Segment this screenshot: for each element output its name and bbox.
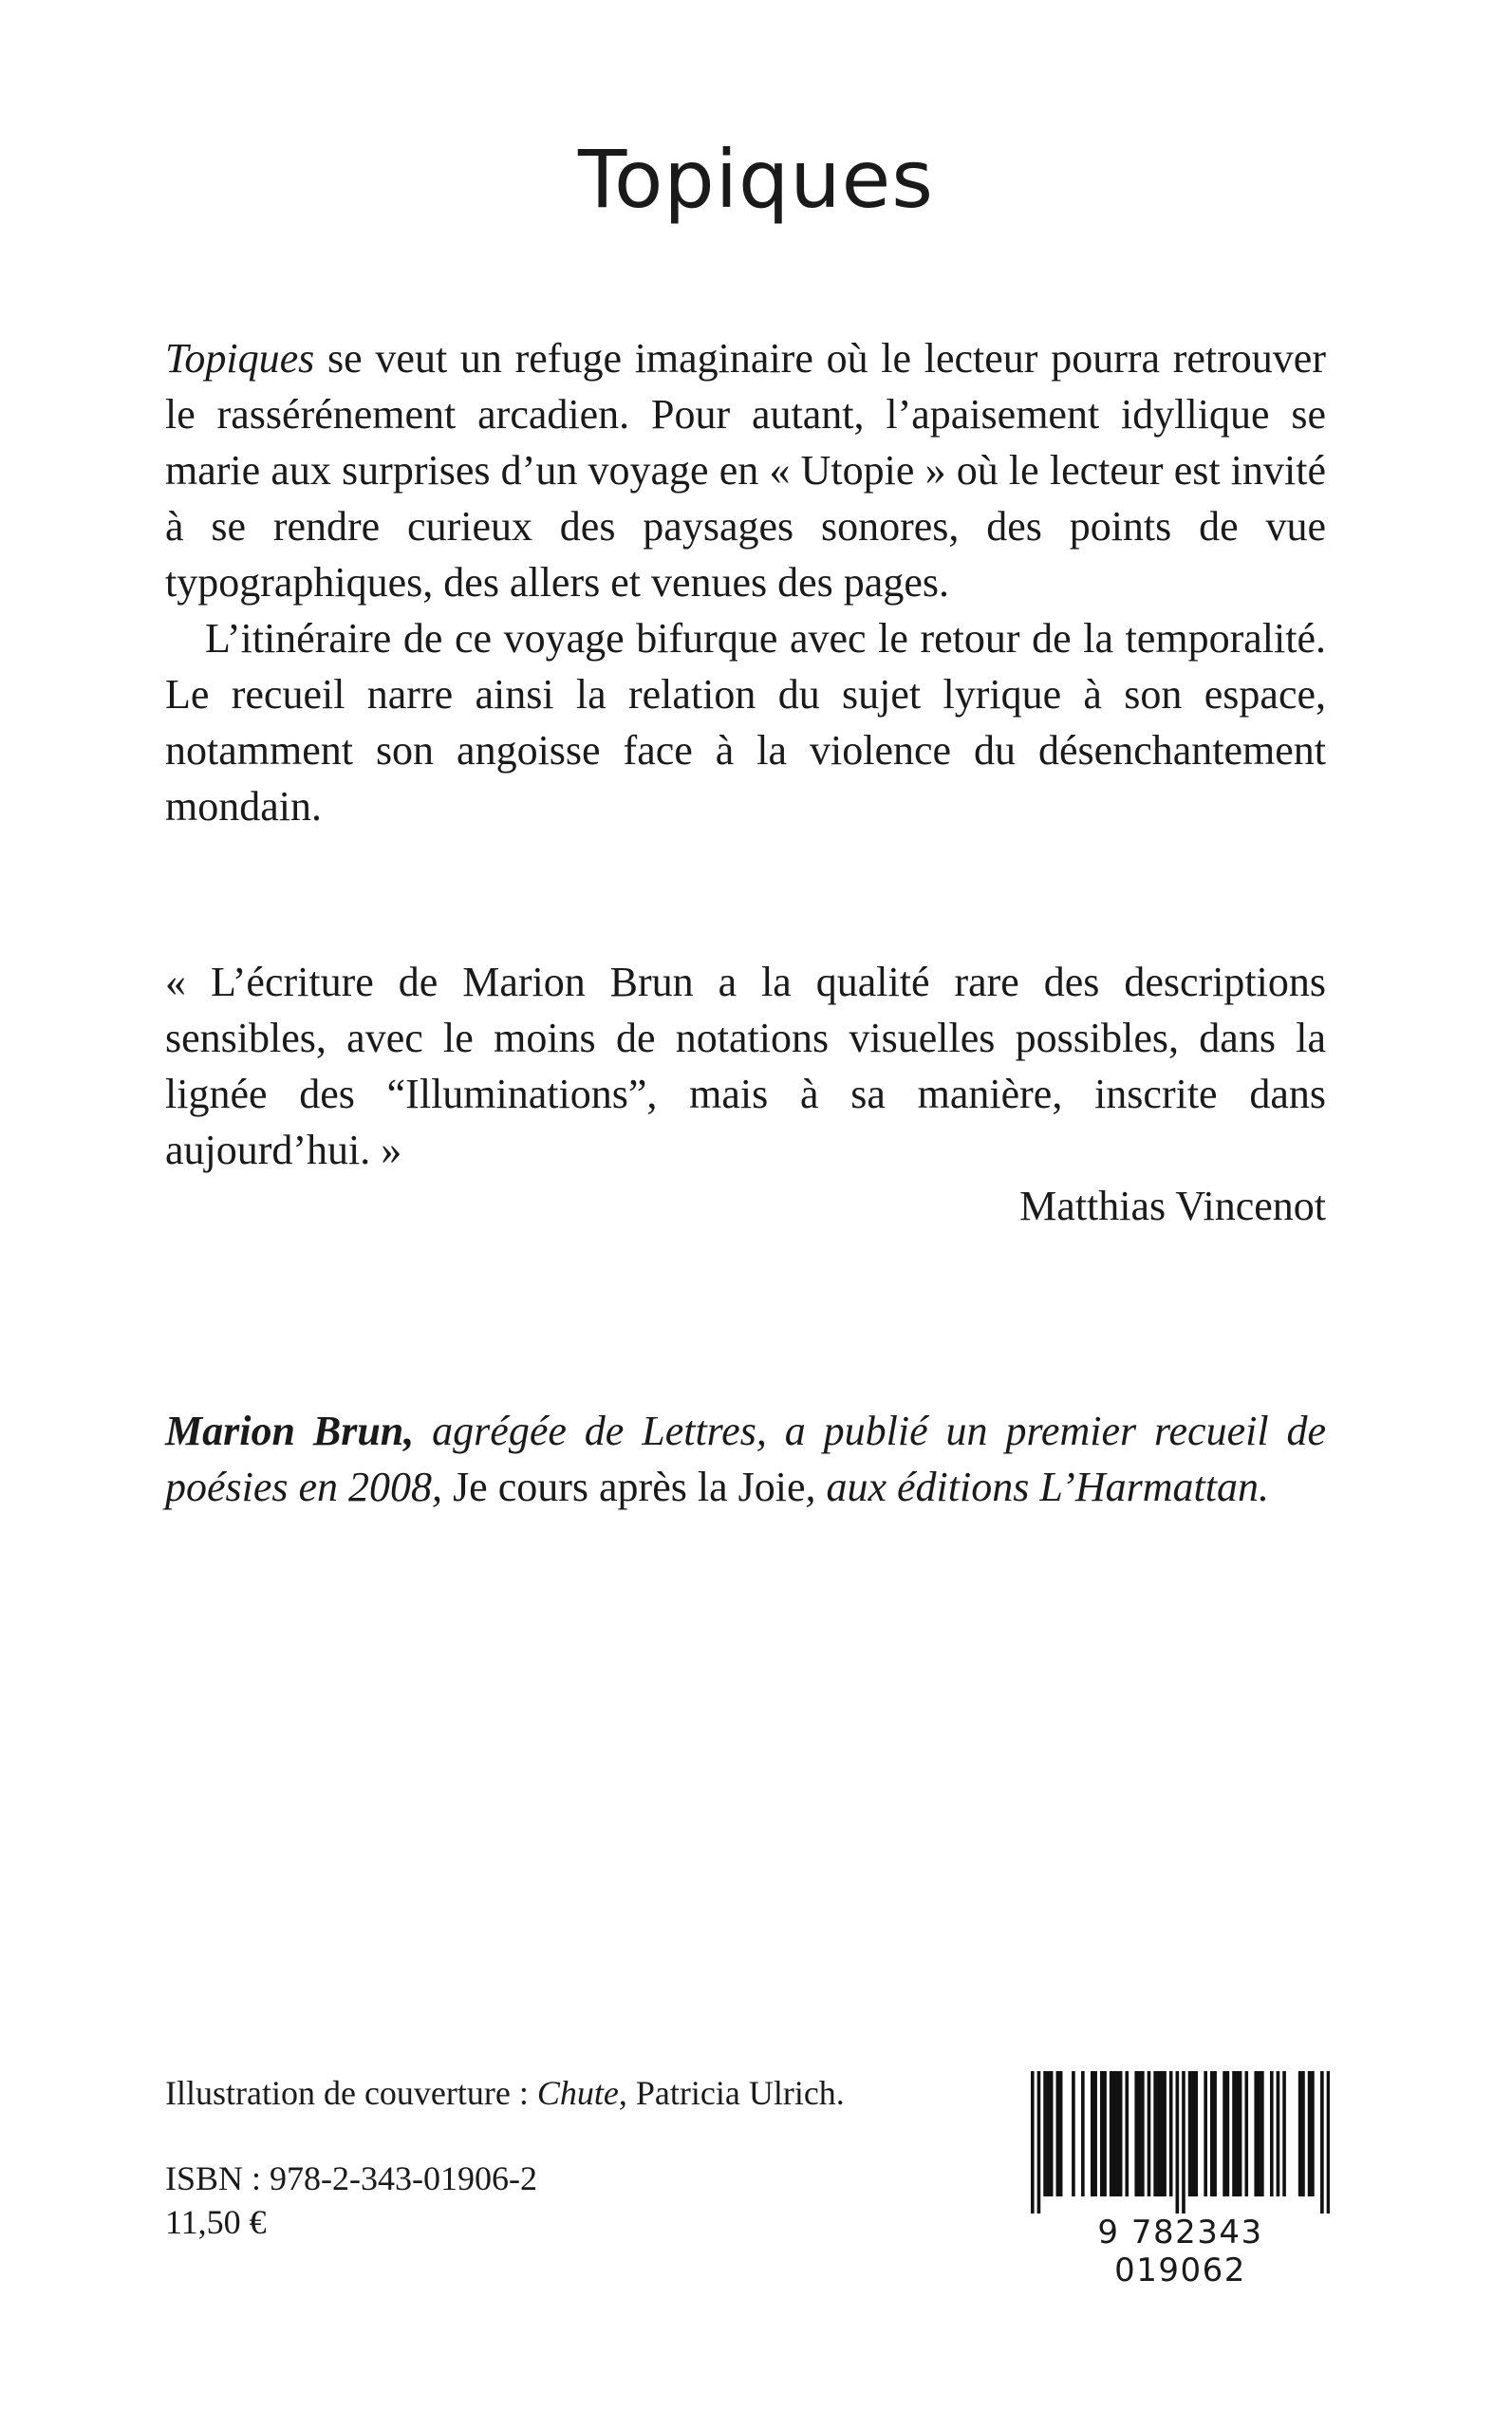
barcode-bar: [1153, 2071, 1157, 2196]
summary: [165, 330, 1326, 834]
review-quote: [165, 954, 1326, 1234]
barcode-bar: [1093, 2071, 1097, 2196]
barcode-bar: [1037, 2071, 1041, 2214]
barcode-bar: [1260, 2071, 1264, 2196]
barcode-bar: [1116, 2071, 1120, 2196]
credits-suffix: , Patricia Ulrich.: [618, 2074, 845, 2112]
cover-work-title: Chute: [536, 2074, 619, 2112]
book-title: Topiques: [577, 133, 935, 226]
barcode: [1031, 2071, 1330, 2214]
barcode-bar: [1182, 2071, 1185, 2214]
barcode-bar: [1298, 2071, 1302, 2196]
barcode-bar: [1236, 2071, 1240, 2196]
bio-text-1: agrégée de Lettres, a publié un premier recueil de poésies en 2008,: [165, 1408, 1326, 1510]
barcode-bar: [1043, 2071, 1047, 2196]
isbn: ISBN : 978-2-343-01906-2: [165, 2159, 537, 2197]
barcode-bar: [1176, 2071, 1180, 2214]
barcode-bars: [1031, 2071, 1330, 2214]
barcode-bar: [1119, 2071, 1123, 2196]
barcode-bar: [1134, 2071, 1138, 2196]
barcode-bar: [1056, 2071, 1060, 2196]
barcode-bar: [1031, 2071, 1035, 2214]
barcode-bar: [1320, 2071, 1324, 2214]
barcode-bar: [1081, 2071, 1085, 2196]
barcode-bar: [1160, 2071, 1164, 2196]
barcode-bar: [1148, 2071, 1151, 2196]
barcode-bar: [1100, 2071, 1104, 2196]
barcode-bar: [1277, 2071, 1280, 2196]
barcode-bar: [1244, 2071, 1248, 2196]
barcode-bar: [1125, 2071, 1129, 2196]
barcode-bar: [1163, 2071, 1167, 2196]
barcode-bar: [1157, 2071, 1161, 2196]
barcode-bar: [1188, 2071, 1192, 2196]
barcode-bar: [1191, 2071, 1195, 2196]
barcode-bar: [1282, 2071, 1286, 2196]
author-bio-text: [165, 1403, 1326, 1515]
barcode-bar: [1254, 2071, 1258, 2196]
barcode-bar: [1327, 2071, 1330, 2214]
barcode-bar: [1110, 2071, 1113, 2196]
quote-text: « L’écriture de Marion Brun a la qualité rare des descriptions sensibles, avec le moins de notations visuelles possibles, dans la lignée des “Illuminations”, mais à sa manière, inscrite dans aujourd’hui. »: [165, 959, 1326, 1173]
barcode-bar: [1210, 2071, 1214, 2196]
barcode-bar: [1194, 2071, 1198, 2196]
author-bio: [165, 1403, 1326, 1515]
price: 11,50 €: [165, 2203, 267, 2241]
quote-author: Matthias Vincenot: [1019, 1183, 1326, 1229]
author-name: Marion Brun,: [165, 1408, 415, 1454]
summary-paragraph-1-text: se veut un refuge imaginaire où le lecteur pourra retrouver le rassérénement arcadien. Pour autant, l’apaisement idyllique se marie aux surprises d’un voyage en « Utopie » où le lecteur est invité à se rendre curieux des paysages sonores, des points de vue typographiques, des allers et venues des pages.: [165, 335, 1326, 606]
summary-paragraph-1: [165, 330, 1326, 610]
cover-credits: [165, 2071, 845, 2115]
barcode-bar: [1141, 2071, 1145, 2196]
barcode-bar: [1270, 2071, 1274, 2196]
bio-text-2: , aux éditions L’Harmattan.: [805, 1464, 1269, 1510]
barcode-bar: [1047, 2071, 1051, 2196]
barcode-bar: [1239, 2071, 1242, 2196]
barcode-bar: [1072, 2071, 1075, 2196]
barcode-bar: [1258, 2071, 1261, 2196]
barcode-bar: [1204, 2071, 1207, 2196]
barcode-bar: [1301, 2071, 1305, 2196]
title-italic: Topiques: [165, 335, 315, 382]
barcode-bar: [1311, 2071, 1315, 2196]
barcode-bar: [1091, 2071, 1094, 2196]
barcode-bar: [1169, 2071, 1173, 2196]
summary-paragraph-2: L’itinéraire de ce voyage bifurque avec le retour de la temporalité. Le recueil narre ainsi la relation du sujet lyrique à son espace, notamment son angoisse face à la violence du désenchantement mondain.: [165, 615, 1326, 830]
barcode-digits: 9 782343 019062: [1097, 2214, 1263, 2289]
barcode-bar: [1112, 2071, 1116, 2196]
barcode-bar: [1232, 2071, 1236, 2196]
barcode-bar: [1223, 2071, 1226, 2196]
barcode-bar: [1226, 2071, 1230, 2196]
credits-prefix: Illustration de couverture :: [165, 2074, 537, 2112]
barcode-bar: [1138, 2071, 1142, 2196]
barcode-bar: [1213, 2071, 1217, 2196]
barcode-bar: [1103, 2071, 1107, 2196]
barcode-bar: [1308, 2071, 1312, 2196]
barcode-bar: [1059, 2071, 1063, 2196]
barcode-bar: [1050, 2071, 1054, 2196]
previous-book-title: Je cours après la Joie: [453, 1464, 806, 1510]
